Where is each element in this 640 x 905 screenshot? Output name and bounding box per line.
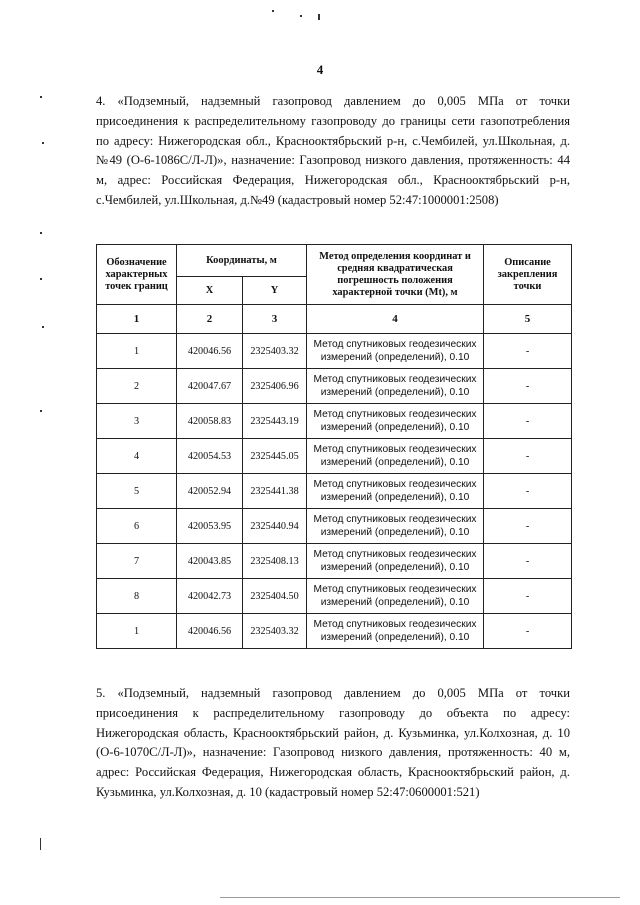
point-id: 1 bbox=[97, 334, 177, 369]
point-id: 2 bbox=[97, 369, 177, 404]
table-row bbox=[97, 544, 572, 579]
table-row bbox=[97, 404, 572, 439]
table-row bbox=[97, 509, 572, 544]
table-row bbox=[97, 579, 572, 614]
column-number: 3 bbox=[243, 305, 307, 334]
header-y: Y bbox=[243, 277, 307, 305]
coord-x: 420052.94 bbox=[177, 474, 243, 509]
paragraph-5: 5. «Подземный, надземный газопровод давлением до 0,005 МПа от точки присоединения к распределительному газопроводу до объекта по адресу: Нижегородская область, Краснооктябрьский район, д. Кузьминка, ул.Колхозная, д. 10 (О-6-1070С/Л-Л)», назначение: Газопровод низкого давления, протяженность: 40 м, адрес: Российская Федерация, Нижегородская область, Краснооктябрьский район, д. Кузьминка, ул.Колхозная, д. 10 (кадастровый номер 52:47:0600001:521) bbox=[96, 686, 570, 799]
point-description: - bbox=[484, 369, 572, 404]
method-text: Метод спутниковых геодезических измерений (определений), 0.10 bbox=[307, 544, 484, 579]
coordinates-table bbox=[96, 244, 572, 649]
scan-speck bbox=[300, 15, 302, 17]
point-id: 5 bbox=[97, 474, 177, 509]
point-description: - bbox=[484, 509, 572, 544]
header-method: Метод определения координат и средняя квадратическая погрешность положения характерной точки (Mt), м bbox=[307, 245, 484, 305]
coord-y: 2325443.19 bbox=[243, 404, 307, 439]
table-row bbox=[97, 334, 572, 369]
page-number: 4 bbox=[316, 62, 324, 77]
table-row bbox=[97, 474, 572, 509]
column-number: 5 bbox=[484, 305, 572, 334]
coord-y: 2325406.96 bbox=[243, 369, 307, 404]
point-id: 3 bbox=[97, 404, 177, 439]
point-id: 7 bbox=[97, 544, 177, 579]
coord-y: 2325408.13 bbox=[243, 544, 307, 579]
point-description: - bbox=[484, 544, 572, 579]
table-row bbox=[97, 439, 572, 474]
point-id: 1 bbox=[97, 614, 177, 649]
header-designation: Обозначение характерных точек границ bbox=[97, 245, 177, 305]
point-id: 8 bbox=[97, 579, 177, 614]
point-description: - bbox=[484, 579, 572, 614]
scan-speck bbox=[42, 326, 44, 328]
scan-speck bbox=[272, 10, 274, 12]
scan-speck bbox=[40, 410, 42, 412]
point-description: - bbox=[484, 334, 572, 369]
coord-x: 420047.67 bbox=[177, 369, 243, 404]
method-text: Метод спутниковых геодезических измерений (определений), 0.10 bbox=[307, 579, 484, 614]
coord-x: 420046.56 bbox=[177, 334, 243, 369]
scan-speck bbox=[40, 96, 42, 98]
scan-speck bbox=[42, 142, 44, 144]
coord-y: 2325441.38 bbox=[243, 474, 307, 509]
coord-x: 420046.56 bbox=[177, 614, 243, 649]
point-id: 6 bbox=[97, 509, 177, 544]
method-text: Метод спутниковых геодезических измерений (определений), 0.10 bbox=[307, 439, 484, 474]
header-description: Описание закрепления точки bbox=[484, 245, 572, 305]
point-description: - bbox=[484, 474, 572, 509]
point-description: - bbox=[484, 614, 572, 649]
method-text: Метод спутниковых геодезических измерений (определений), 0.10 bbox=[307, 404, 484, 439]
coord-x: 420042.73 bbox=[177, 579, 243, 614]
paragraph-4: 4. «Подземный, надземный газопровод давлением до 0,005 МПа от точки присоединения к распределительному газопроводу до границы сети газопотребления по адресу: Нижегородская обл., Краснооктябрьский р-н, с.Чембилей, ул.Школьная, д.№49 (О-6-1086С/Л-Л)», назначение: Газопровод низкого давления, протяженность: 44 м, адрес: Российская Федерация, Нижегородская обл., Краснооктябрьский р-н, с.Чембилей, ул.Школьная, д.№49 (кадастровый номер 52:47:1000001:2508) bbox=[96, 94, 570, 207]
coord-x: 420043.85 bbox=[177, 544, 243, 579]
method-text: Метод спутниковых геодезических измерений (определений), 0.10 bbox=[307, 614, 484, 649]
point-description: - bbox=[484, 439, 572, 474]
scan-speck bbox=[40, 232, 42, 234]
point-id: 4 bbox=[97, 439, 177, 474]
method-text: Метод спутниковых геодезических измерений (определений), 0.10 bbox=[307, 334, 484, 369]
scan-speck bbox=[318, 14, 320, 20]
footer-scan-line bbox=[220, 897, 620, 898]
table-row bbox=[97, 369, 572, 404]
method-text: Метод спутниковых геодезических измерений (определений), 0.10 bbox=[307, 474, 484, 509]
column-number: 1 bbox=[97, 305, 177, 334]
coord-x: 420054.53 bbox=[177, 439, 243, 474]
coord-y: 2325440.94 bbox=[243, 509, 307, 544]
header-x: X bbox=[177, 277, 243, 305]
scan-speck bbox=[40, 838, 41, 850]
column-number: 2 bbox=[177, 305, 243, 334]
method-text: Метод спутниковых геодезических измерений (определений), 0.10 bbox=[307, 369, 484, 404]
scan-speck bbox=[40, 278, 42, 280]
coord-x: 420058.83 bbox=[177, 404, 243, 439]
coord-y: 2325403.32 bbox=[243, 614, 307, 649]
column-number: 4 bbox=[307, 305, 484, 334]
point-description: - bbox=[484, 404, 572, 439]
coord-y: 2325403.32 bbox=[243, 334, 307, 369]
method-text: Метод спутниковых геодезических измерений (определений), 0.10 bbox=[307, 509, 484, 544]
table-row bbox=[97, 614, 572, 649]
header-coordinates: Координаты, м bbox=[177, 245, 307, 277]
coord-y: 2325445.05 bbox=[243, 439, 307, 474]
coord-x: 420053.95 bbox=[177, 509, 243, 544]
coord-y: 2325404.50 bbox=[243, 579, 307, 614]
